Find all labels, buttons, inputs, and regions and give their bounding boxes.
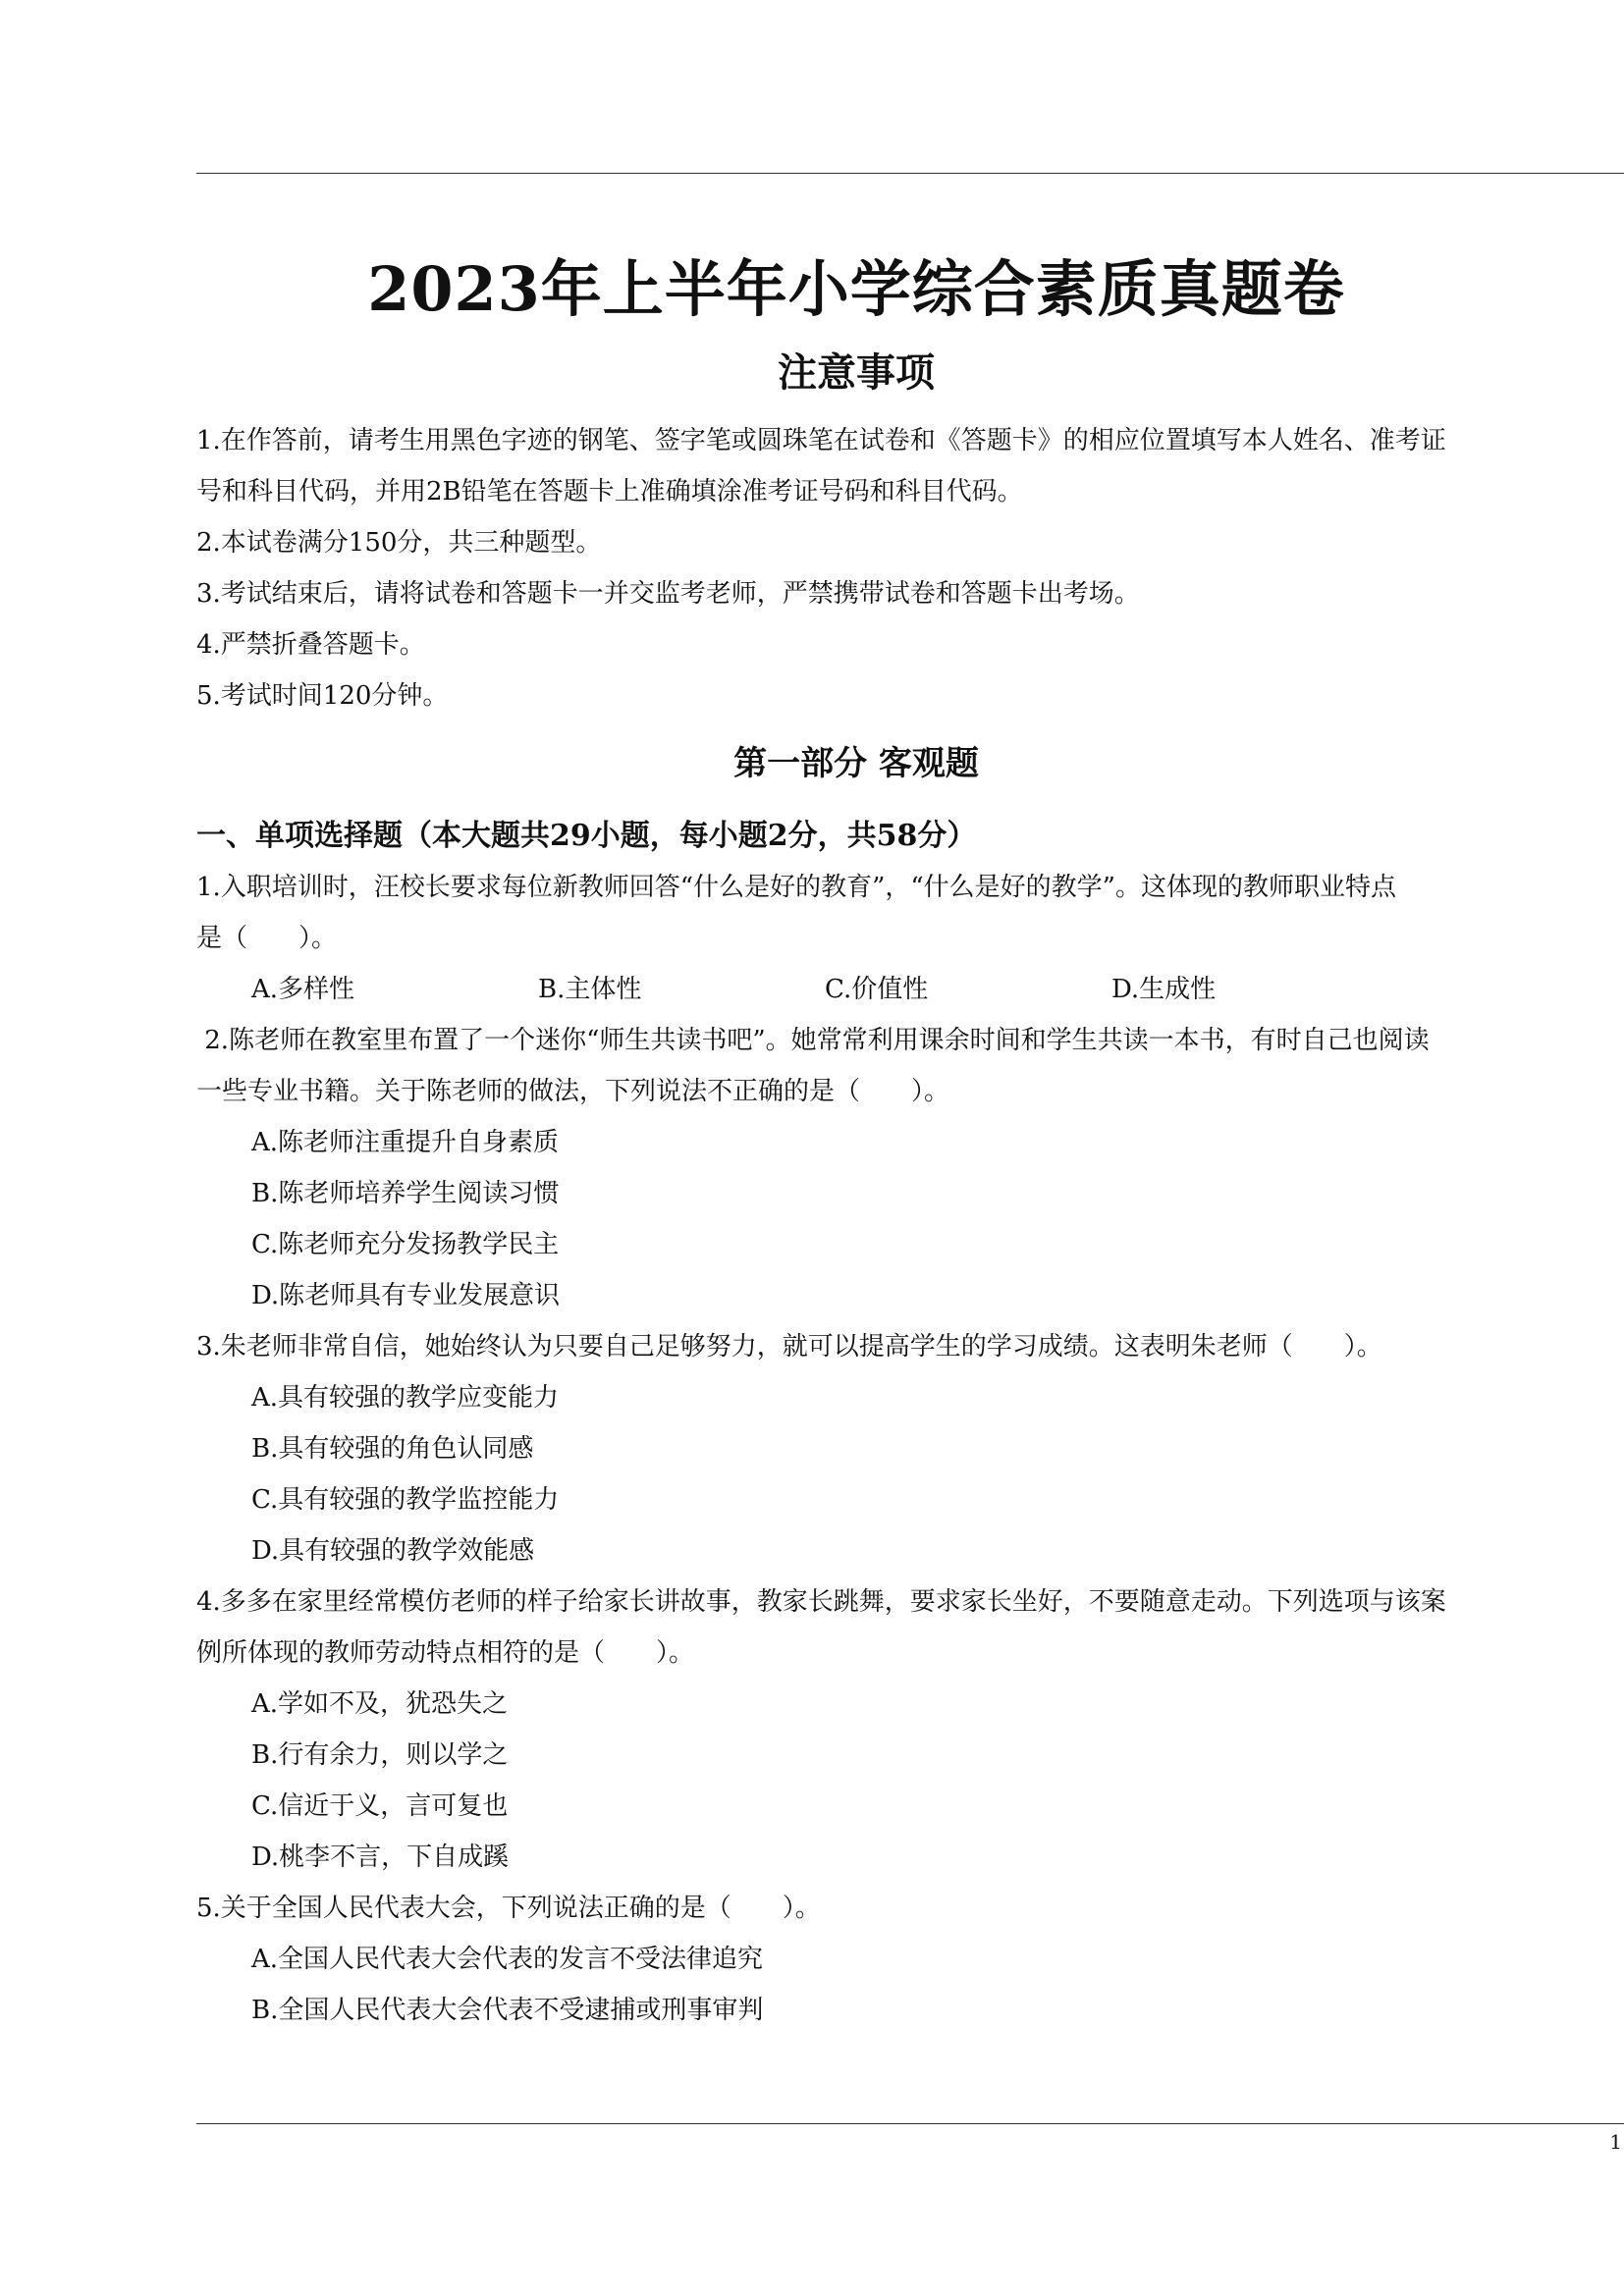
- option-a: A.全国人民代表大会代表的发言不受法律追究: [251, 1945, 764, 1974]
- page-number: 1: [1609, 2130, 1622, 2154]
- option-b: B.具有较强的角色认同感: [251, 1434, 534, 1464]
- footer-rule: [196, 2123, 1624, 2124]
- option-c: C.价值性: [825, 975, 929, 1004]
- notice-line: 5.考试时间120分钟。: [196, 681, 449, 711]
- question-4: [196, 1576, 1600, 1883]
- question-stem: 1.入职培训时，汪校长要求每位新教师回答“什么是好的教育”，“什么是好的教学”。这体现的教师职业特点: [196, 873, 1396, 902]
- question-1: [196, 862, 1600, 1015]
- question-stem: 2.陈老师在教室里布置了一个迷你“师生共读书吧”。她常常利用课余时间和学生共读一本书，有时自己也阅读: [196, 1026, 1430, 1055]
- option-c: C.陈老师充分发扬教学民主: [251, 1230, 560, 1259]
- option-a: A.学如不及，犹恐失之: [251, 1689, 509, 1719]
- question-5: [196, 1883, 1600, 2036]
- notice-line: 2.本试卷满分150分，共三种题型。: [196, 528, 602, 558]
- part-title: 第一部分 客观题: [733, 744, 979, 783]
- notice-line: 3.考试结束后，请将试卷和答题卡一并交监考老师，严禁携带试卷和答题卡出考场。: [196, 579, 1140, 609]
- option-d: D.生成性: [1111, 975, 1217, 1004]
- option-c: C.信近于义，言可复也: [251, 1791, 509, 1821]
- exam-title: 2023年上半年小学综合素质真题卷: [367, 253, 1345, 325]
- section-title: 一、单项选择题（本大题共29小题，每小题2分，共58分）: [196, 819, 977, 853]
- notice-line: 号和科目代码，并用2B铅笔在答题卡上准确填涂准考证号码和科目代码。: [196, 477, 1023, 507]
- notice-heading: 注意事项: [778, 349, 935, 396]
- option-d: D.具有较强的教学效能感: [251, 1536, 535, 1566]
- option-b: B.主体性: [538, 975, 642, 1004]
- question-list: [196, 862, 1600, 2036]
- question-stem: 一些专业书籍。关于陈老师的做法，下列说法不正确的是（ ）。: [196, 1077, 950, 1106]
- notice-list: [196, 415, 1600, 721]
- notice-line: 4.严禁折叠答题卡。: [196, 630, 425, 660]
- option-d: D.桃李不言，下自成蹊: [251, 1842, 510, 1872]
- question-stem: 是（ ）。: [196, 924, 338, 953]
- notice-line: 1.在作答前，请考生用黑色字迹的钢笔、签字笔或圆珠笔在试卷和《答题卡》的相应位置填写本人姓名、准考证: [196, 426, 1446, 455]
- option-c: C.具有较强的教学监控能力: [251, 1485, 560, 1515]
- question-2: [196, 1015, 1600, 1321]
- question-stem: 3.朱老师非常自信，她始终认为只要自己足够努力，就可以提高学生的学习成绩。这表明朱老师（ ）。: [196, 1332, 1382, 1362]
- question-3: [196, 1321, 1600, 1576]
- option-a: A.多样性: [251, 975, 355, 1004]
- option-row: [196, 964, 1600, 1015]
- option-b: B.全国人民代表大会代表不受逮捕或刑事审判: [251, 1996, 764, 2025]
- question-stem: 例所体现的教师劳动特点相符的是（ ）。: [196, 1638, 695, 1668]
- option-a: A.具有较强的教学应变能力: [251, 1383, 560, 1413]
- option-a: A.陈老师注重提升自身素质: [251, 1128, 560, 1157]
- option-d: D.陈老师具有专业发展意识: [251, 1281, 561, 1310]
- header-rule: [196, 173, 1624, 174]
- option-b: B.行有余力，则以学之: [251, 1740, 509, 1770]
- option-b: B.陈老师培养学生阅读习惯: [251, 1179, 560, 1208]
- question-stem: 4.多多在家里经常模仿老师的样子给家长讲故事，教家长跳舞，要求家长坐好，不要随意走动。下列选项与该案: [196, 1587, 1446, 1617]
- question-stem: 5.关于全国人民代表大会，下列说法正确的是（ ）。: [196, 1894, 821, 1923]
